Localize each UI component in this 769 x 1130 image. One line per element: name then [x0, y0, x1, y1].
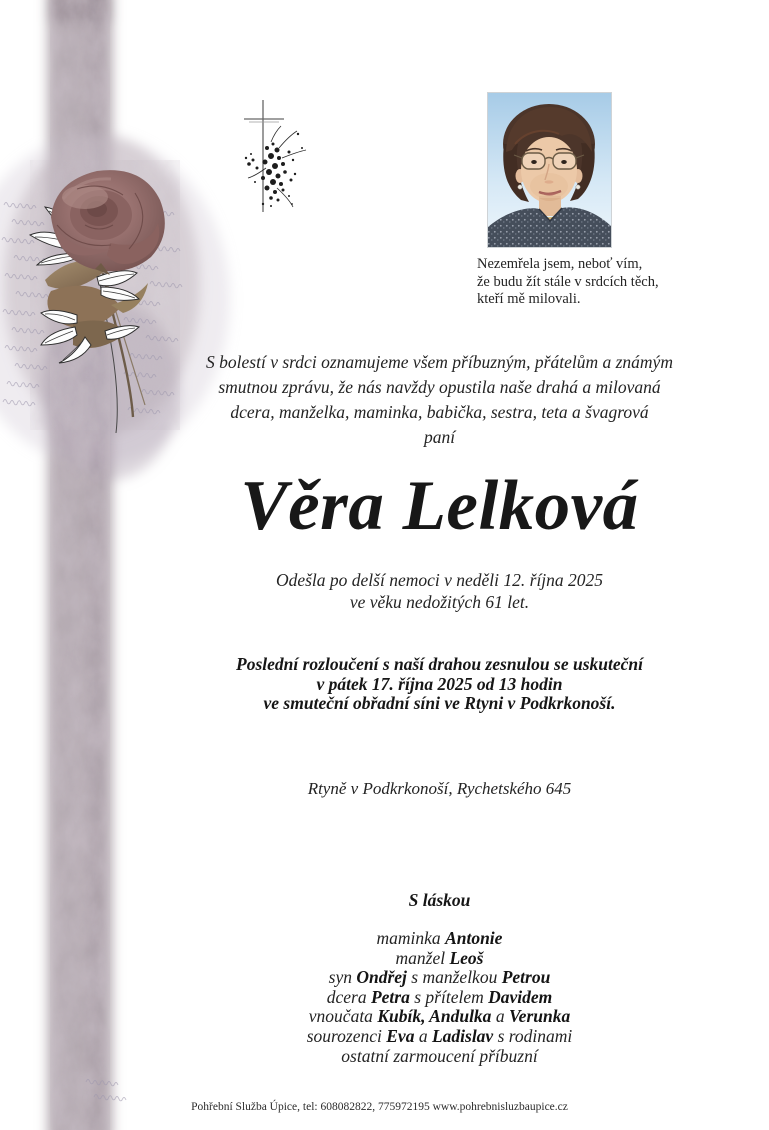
quote-line: že budu žít stále v srdcích těch, — [477, 273, 659, 290]
family-line: dcera Petra s přítelem Davidem — [326, 986, 553, 1007]
quote-line: Nezemřela jsem, neboť vím, — [477, 256, 643, 272]
family-line: syn Ondřej s manželkou Petrou — [328, 967, 551, 988]
passing-line: Odešla po delší nemoci v neděli 12. října 2025 — [275, 570, 604, 590]
memorial-quote — [477, 256, 659, 309]
funeral-service-footer: Pohřební Služba Úpice, tel: 608082822, 775972195 www.pohrebnisluzbaupice.cz — [191, 1101, 568, 1113]
announcement-text — [110, 350, 769, 450]
farewell-info — [110, 655, 769, 714]
family-line: sourozenci Eva a Ladislav s rodinami — [306, 1025, 573, 1046]
announcement-line: dcera, manželka, maminka, babička, sestra, teta a švagrová — [230, 402, 649, 422]
flower-cluster — [245, 133, 303, 207]
passing-line: ve věku nedožitých 61 let. — [349, 592, 530, 612]
family-line: manžel Leoš — [395, 947, 484, 968]
announcement-line: smutnou zprávu, že nás navždy opustila naše drahá a milovaná — [218, 377, 661, 397]
family-list — [110, 929, 769, 1066]
family-line: ostatní zarmoucení příbuzní — [341, 1045, 538, 1066]
portrait-photo — [487, 92, 612, 248]
deceased-name: Věra Lelková — [240, 467, 639, 545]
announcement-line: S bolestí v srdci oznamujeme všem příbuzným, přátelům a známým — [206, 352, 673, 372]
farewell-line: v pátek 17. října 2025 od 13 hodin — [316, 673, 563, 694]
quote-line: kteří mě milovali. — [477, 291, 581, 307]
farewell-line: Poslední rozloučení s naší drahou zesnulou se uskuteční — [236, 654, 643, 674]
memorial-cross-icon — [205, 88, 345, 238]
family-line: maminka Antonie — [376, 928, 503, 948]
announcement-line: paní — [423, 427, 456, 447]
funeral-address: Rtyně v Podkrkonoší, Rychetského 645 — [307, 779, 572, 798]
with-love-heading: S láskou — [408, 890, 471, 910]
passing-info — [110, 569, 769, 613]
farewell-line: ve smuteční obřadní síni ve Rtyni v Podkrkonoší. — [263, 693, 616, 713]
family-line: vnoučata Kubík, Andulka a Verunka — [308, 1006, 571, 1027]
